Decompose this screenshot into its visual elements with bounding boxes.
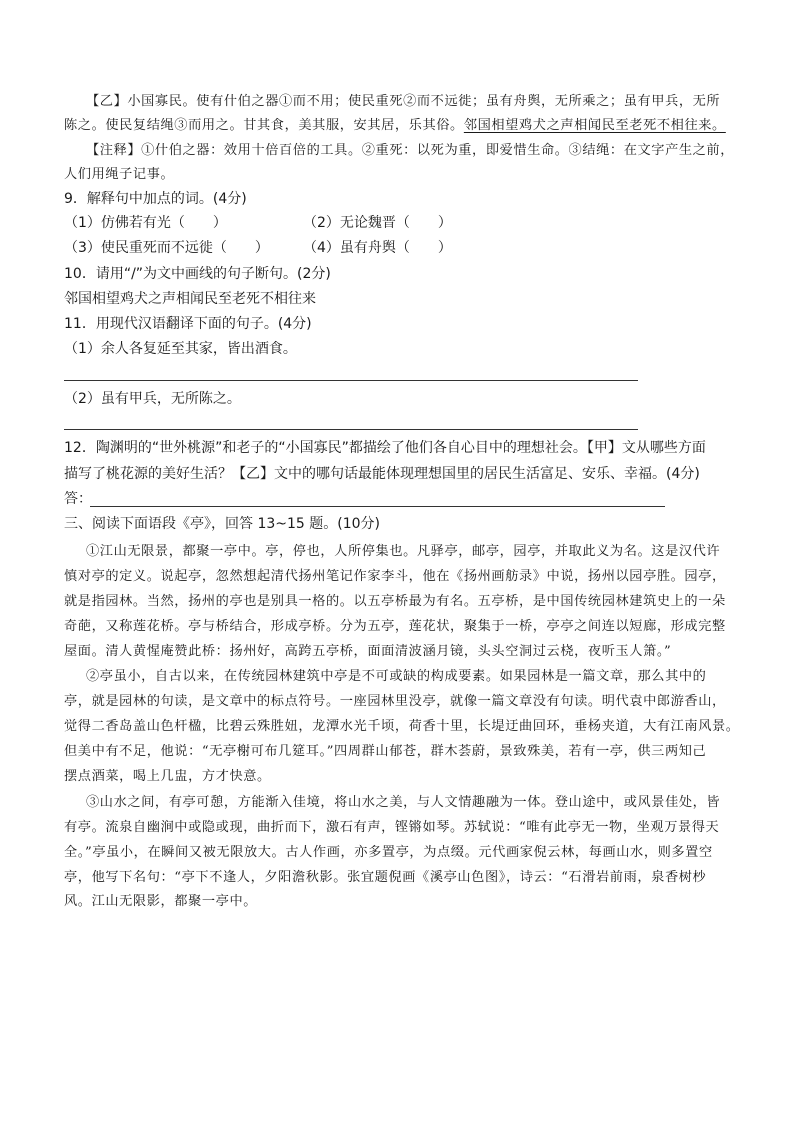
paragraph-1-line-2: 慎对亭的定义。说起亭，忽然想起清代扬州笔记作家李斗，他在《扬州画舫录》中说，扬州以园亭胜。园亭， (64, 569, 726, 584)
underlined-sentence: 邻国相望鸡犬之声相闻民至老死不相往来。 (463, 118, 726, 133)
paragraph-2-line-1: ②亭虽小，自古以来，在传统园林建筑中亭是不可或缺的构成要素。如果园林是一篇文章，那么其中的 (86, 669, 707, 684)
section-3-title: 三、阅读下面语段《亭》，回答 13~15 题。(10分) (64, 516, 380, 532)
answer-line-11-2[interactable] (64, 429, 638, 430)
yi-passage-line-1: 【乙】小国寡民。使有什伯之器①而不用；使民重死②而不远徙；虽有舟舆，无所乘之；虽有甲兵，无所 (86, 94, 721, 109)
paragraph-2-line-3: 觉得二香岛盖山色杆楹，比碧云殊胜妞，龙潭水光千顷，荷香十里，长堤迂曲回环，垂杨夹道，大有江南风景。 (64, 719, 740, 734)
paragraph-2-line-4: 但美中有不足，他说：“无亭榭可布几筵耳。”四周群山郁苍，群木荟蔚，景致殊美，若有一亭，供三两知己 (64, 744, 707, 759)
question-11-item-1: （1）余人各复延至其家，皆出酒食。 (64, 341, 297, 357)
paragraph-2-line-5: 摆点酒菜，喝上几盅，方才快意。 (64, 769, 271, 784)
paragraph-3-line-2: 有亭。流泉自幽涧中或隐或现，曲折而下，激石有声，铿锵如琴。苏轼说：“唯有此亭无一物，坐观万景得天 (64, 820, 720, 835)
question-9-item-1: （1）仿佛若有光（ ） (64, 215, 227, 231)
question-10-sentence: 邻国相望鸡犬之声相闻民至老死不相往来 (64, 291, 316, 307)
yi-passage-line-2 (64, 117, 726, 134)
question-10-title: 10．请用“/”为文中画线的句子断句。(2分) (64, 266, 331, 282)
yi-passage-text: 陈之。使民复结绳③而用之。甘其食，美其服，安其居，乐其俗。 (64, 118, 464, 133)
paragraph-1-line-1: ①江山无限景，都聚一亭中。亭，停也，人所停集也。凡驿亭，邮亭，园亭，并取此义为名。这是汉代许 (86, 544, 721, 559)
question-9-title: 9．解释句中加点的词。(4分) (64, 191, 247, 207)
answer-line-11-1[interactable] (64, 380, 638, 381)
paragraph-3-line-4: 亭，他写下名句：“亭下不逢人，夕阳澹秋影。张宜题倪画《溪亭山色图》，诗云：“石滑岩前雨，泉香树杪 (64, 870, 707, 885)
question-9-item-4: （4）虽有舟舆（ ） (303, 240, 452, 256)
paragraph-1-line-5: 屋面。清人黄惺庵赞此桥：扬州好，高跨五亭桥，面面清波涵月镜，头头空洞过云桡，夜听玉人箫。” (64, 644, 672, 659)
annotation-line-1: 【注释】①什伯之器：效用十倍百倍的工具。②重死：以死为重，即爱惜生命。③结绳：在文字产生之前， (86, 143, 735, 158)
paragraph-1-line-3: 就是指园林。当然，扬州的亭也是别具一格的。以五亭桥最为有名。五亭桥，是中国传统园林建筑史上的一朵 (64, 594, 726, 609)
question-9-item-2: （2）无论魏晋（ ） (303, 215, 452, 231)
question-11-item-2: （2）虽有甲兵，无所陈之。 (64, 391, 241, 407)
question-12-line-2: 描写了桃花源的美好生活？【乙】文中的哪句话最能体现理想国里的居民生活富足、安乐、幸福。(4分) (64, 466, 700, 482)
paragraph-3-line-5: 风。江山无限影，都聚一亭中。 (64, 894, 258, 909)
answer-label: 答： (64, 491, 92, 507)
answer-line-12[interactable] (90, 506, 665, 507)
question-12-line-1: 12．陶渊明的“世外桃源”和老子的“小国寡民”都描绘了他们各自心目中的理想社会。【甲】文从哪些方面 (64, 440, 706, 456)
paragraph-3-line-3: 全。”亭虽小，在瞬间又被无限放大。古人作画，亦多置亭，为点缀。元代画家倪云林，每画山水，则多置空 (64, 845, 713, 860)
annotation-line-2: 人们用绳子记事。 (64, 167, 175, 182)
paragraph-1-line-4: 奇葩，又称莲花桥。亭与桥结合，形成亭桥。分为五亭，莲花状，聚集于一桥，亭亭之间连以短廊，形成完整 (64, 619, 726, 634)
question-9-item-3: （3）使民重死而不远徙（ ） (64, 240, 269, 256)
question-11-title: 11．用现代汉语翻译下面的句子。(4分) (64, 316, 312, 332)
paragraph-3-line-1: ③山水之间，有亭可憩，方能渐入佳境，将山水之美，与人文情趣融为一体。登山途中，或风景佳处，皆 (86, 795, 721, 810)
paragraph-2-line-2: 亭，就是园林的句读，是文章中的标点符号。一座园林里没亭，就像一篇文章没有句读。明代袁中郎游香山， (64, 694, 726, 709)
